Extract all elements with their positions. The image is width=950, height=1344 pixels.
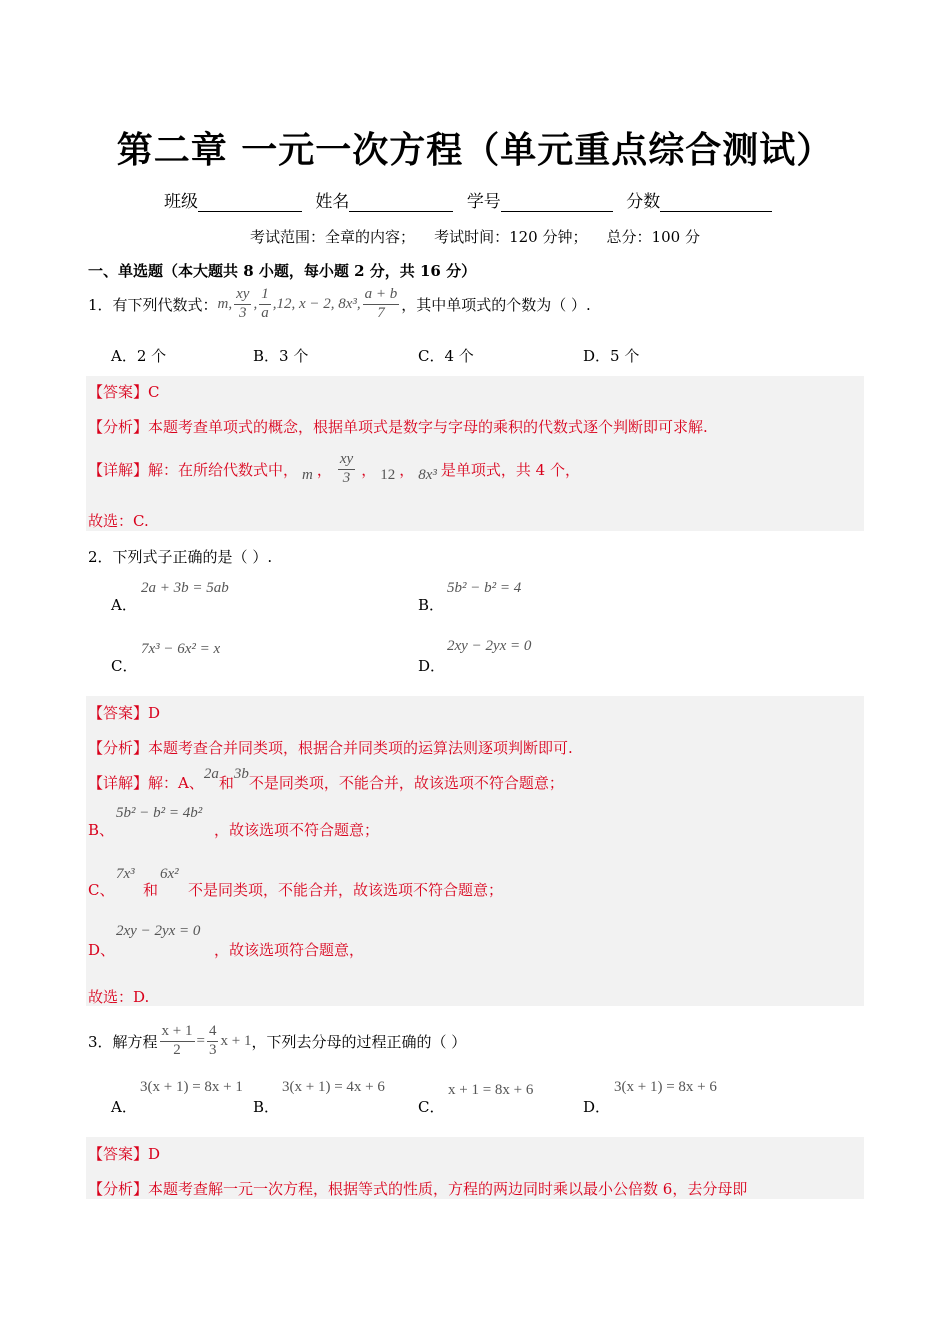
question-3-stem [88, 1018, 466, 1064]
exam-info: 考试范围：全章的内容； 考试时间：120 分钟； 总分：100 分 [250, 228, 700, 246]
q3-answer: 【答案】D [88, 1145, 161, 1163]
section-heading: 一、单选题（本大题共 8 小题，每小题 2 分，共 16 分） [88, 262, 477, 280]
q3-option-b-letter: B． [253, 1098, 280, 1116]
q2-detail-a [88, 766, 564, 793]
q2-detail-d-suffix: ，故该选项符合题意， [214, 941, 365, 959]
q2-detail-a-prefix: 【详解】解：A、 [88, 774, 204, 792]
q3-option-b-expr: 3(x + 1) = 4x + 6 [282, 1079, 385, 1095]
q2-detail-b-suffix: ，故该选项不符合题意； [214, 821, 380, 839]
q2-detail-d-expr: 2xy − 2yx = 0 [116, 923, 201, 939]
q1-detail-8x3: 8x³ [418, 466, 437, 483]
q2-option-b-expr: 5b² − b² = 4 [447, 580, 522, 596]
q3-tail: x + 1 [220, 1032, 252, 1049]
q1-expr-m: m, [217, 295, 233, 312]
q2-answer: 【答案】D [88, 704, 161, 722]
q2-option-b-letter: B． [418, 596, 445, 614]
student-info-line [164, 187, 772, 212]
q2-detail-c-suffix: 不是同类项，不能合并，故该选项不符合题意； [188, 881, 504, 899]
q1-detail-sep2: ， [361, 460, 377, 479]
q2-detail-a-and: 和 [218, 774, 234, 792]
question-2-stem: 2．下列式子正确的是（ ）. [88, 548, 273, 566]
q3-prefix: 3．解方程 [88, 1032, 158, 1051]
q2-detail-d-prefix: D、 [88, 941, 116, 959]
q1-detail-sep3: ， [399, 460, 415, 479]
q2-option-a-letter: A． [111, 596, 137, 614]
page-title: 第二章 一元一次方程（单元重点综合测试） [116, 130, 834, 171]
q1-prefix: 1．有下列代数式： [88, 295, 218, 314]
q1-expr-mid: ,12, x − 2, 8x³, [272, 295, 361, 312]
q1-answer: 【答案】C [88, 383, 160, 401]
q3-option-c-expr: x + 1 = 8x + 6 [448, 1082, 534, 1098]
q2-option-d-expr: 2xy − 2yx = 0 [447, 638, 532, 654]
q1-option-d: D．5 个 [583, 347, 640, 365]
q1-option-b: B．3 个 [253, 347, 309, 365]
q2-option-d-letter: D． [418, 657, 446, 675]
q3-equals: = [196, 1032, 205, 1049]
q2-detail-b-expr: 5b² − b² = 4b² [116, 805, 203, 821]
q1-detail-prefix: 【详解】解：在所给代数式中， [88, 460, 299, 479]
q3-analysis: 【分析】本题考查解一元一次方程，根据等式的性质，方程的两边同时乘以最小公倍数 6，去分母即 [88, 1180, 748, 1198]
q3-fraction-right: $\frac{4}{3}$ [208, 1023, 217, 1058]
q1-fraction-ab-7: $\frac{a + b}{7}$ [364, 286, 398, 321]
name-label: 姓名 [315, 192, 350, 212]
q2-detail-c-expr1: 7x³ [116, 866, 135, 882]
class-label: 班级 [164, 192, 198, 212]
q1-detail-suffix: 是单项式，共 4 个， [440, 460, 580, 479]
q1-detail-12: 12 [380, 466, 396, 483]
q3-option-a-expr: 3(x + 1) = 8x + 1 [140, 1079, 243, 1095]
q2-detail-b-prefix: B、 [88, 821, 115, 839]
q2-detail-c-and: 和 [143, 881, 159, 899]
q2-conclusion: 故选：D. [88, 988, 150, 1006]
q1-detail-m: m [302, 466, 313, 483]
q3-option-d-expr: 3(x + 1) = 8x + 6 [614, 1079, 717, 1095]
q2-option-c-expr: 7x³ − 6x² = x [141, 641, 221, 657]
q2-option-c-letter: C． [111, 657, 138, 675]
q2-option-a-expr: 2a + 3b = 5ab [141, 580, 229, 596]
q1-detail [88, 447, 580, 491]
student-id-blank [501, 195, 613, 212]
q1-fraction-xy-3: $\frac{xy}{3}$ [236, 286, 250, 321]
score-blank [660, 195, 772, 212]
name-blank [349, 195, 453, 212]
q3-option-d-letter: D． [583, 1098, 611, 1116]
q1-option-a: A．2 个 [111, 347, 167, 365]
student-id-label: 学号 [466, 192, 501, 212]
question-1-stem [88, 282, 591, 326]
class-blank [198, 195, 302, 212]
q3-option-a-letter: A． [111, 1098, 137, 1116]
q1-fraction-1-a: $\frac{1}{a}$ [261, 286, 269, 321]
q2-detail-c-expr2: 6x² [160, 866, 179, 882]
q2-analysis: 【分析】本题考查合并同类项，根据合并同类项的运算法则逐项判断即可. [88, 739, 573, 757]
q1-comma: , [253, 295, 258, 312]
q3-option-c-letter: C． [418, 1098, 445, 1116]
q1-detail-fraction: $\frac{xy}{3}$ [339, 451, 354, 486]
score-label: 分数 [626, 192, 661, 212]
q2-detail-a-expr1: 2a [203, 766, 219, 782]
q3-fraction-left: $\frac{x + 1}{2}$ [161, 1023, 193, 1058]
q1-option-c: C．4 个 [418, 347, 474, 365]
q1-suffix: ，其中单项式的个数为（ ）. [401, 295, 591, 314]
q1-conclusion: 故选：C. [88, 512, 149, 530]
q1-detail-sep1: ， [316, 460, 332, 479]
q2-detail-a-expr2: 3b [233, 766, 249, 782]
q2-detail-a-suffix: 不是同类项，不能合并，故该选项不符合题意； [248, 774, 564, 792]
q2-detail-c-prefix: C、 [88, 881, 115, 899]
q1-analysis: 【分析】本题考查单项式的概念，根据单项式是数字与字母的乘积的代数式逐个判断即可求解. [88, 418, 708, 436]
q3-suffix: ，下列去分母的过程正确的（ ） [251, 1032, 467, 1051]
